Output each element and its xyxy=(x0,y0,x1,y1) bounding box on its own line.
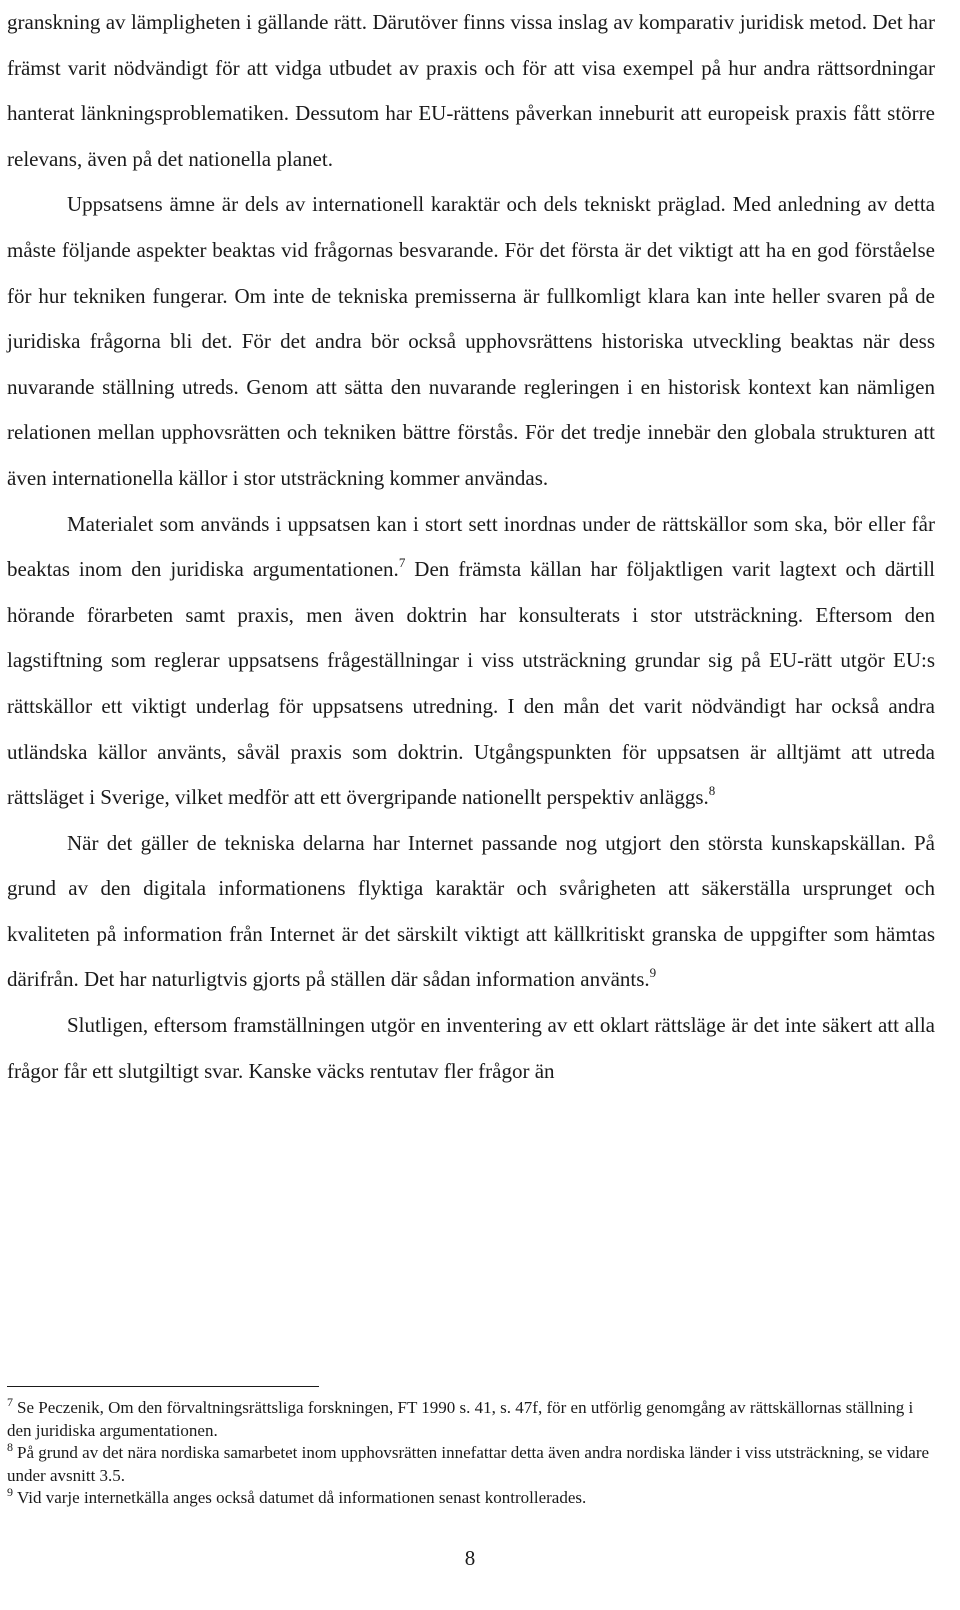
footnote xyxy=(7,1442,935,1487)
footnote xyxy=(7,1487,935,1510)
paragraph-text: Slutligen, eftersom framställningen utgör en inventering av ett oklart rättsläge är det inte säkert att alla frågor får ett slutgiltigt svar. Kanske väcks rentutav fler frågor än xyxy=(7,1013,935,1083)
footnote-reference[interactable]: 7 xyxy=(398,555,406,571)
paragraph-text: Den främsta källan har följaktligen varit lagtext och därtill hörande förarbeten samt praxis, men även doktrin har konsulterats i stor utsträckning. Eftersom den lagstiftning som reglerar uppsatsens frågeställningar i viss utsträckning grundar sig på EU-rätt utgör EU:s rättskällor ett viktigt underlag för uppsatsens utredning. I den mån det varit nödvändigt har också andra utländska källor använts, såväl praxis som doktrin. Utgångspunkten för uppsatsen är alltjämt att utreda rättsläget i Sverige, vilket medför att ett övergripande nationellt perspektiv anläggs. xyxy=(7,557,935,810)
paragraph-text: granskning av lämpligheten i gällande rätt. Därutöver finns vissa inslag av komparativ juridisk metod. Det har främst varit nödvändigt för att vidga utbudet av praxis och för att visa exempel på hur andra rättsordningar hanterat länkningsproblematiken. Dessutom har EU-rättens påverkan inneburit att europeisk praxis fått större relevans, även på det nationella planet. xyxy=(7,10,935,171)
footnote-reference[interactable]: 9 xyxy=(649,965,657,981)
page-number: 8 xyxy=(464,1546,476,1570)
paragraph xyxy=(7,0,935,182)
paragraph-text: När det gäller de tekniska delarna har Internet passande nog utgjort den största kunskapskällan. På grund av den digitala informationens flyktiga karaktär och svårigheten att säkerställa ursprunget och kvaliteten på information från Internet är det särskilt viktigt att källkritiskt granska de uppgifter som hämtas därifrån. Det har naturligtvis gjorts på ställen där sådan information använts. xyxy=(7,830,935,992)
paragraph xyxy=(7,502,935,821)
paragraph xyxy=(7,1003,935,1094)
paragraph xyxy=(7,821,935,1003)
footnote-number: 9 xyxy=(7,1485,13,1499)
footnote xyxy=(7,1397,935,1442)
page-content xyxy=(7,0,935,1094)
body-text xyxy=(7,0,935,1094)
footnote-number: 7 xyxy=(7,1395,13,1409)
footnote-text: Se Peczenik, Om den förvaltningsrättsliga forskningen, FT 1990 s. 41, s. 47f, för en utförlig genomgång av rättskällornas ställning i den juridiska argumentationen. xyxy=(7,1398,914,1440)
paragraph xyxy=(7,182,935,501)
paragraph-text: Uppsatsens ämne är dels av internationell karaktär och dels tekniskt präglad. Med anledning av detta måste följande aspekter beaktas vid frågornas besvarande. För det första är det viktigt att ha en god förståelse för hur tekniken fungerar. Om inte de tekniska premisserna är fullkomligt klara kan inte heller svaren på de juridiska frågorna bli det. För det andra bör också upphovsrättens historiska utveckling beaktas när dess nuvarande ställning utreds. Genom att sätta den nuvarande regleringen i en historisk kontext kan nämligen relationen mellan upphovsrätten och tekniken bättre förstås. För det tredje innebär den globala strukturen att även internationella källor i stor utsträckning kommer användas. xyxy=(7,192,935,490)
footnote-number: 8 xyxy=(7,1440,13,1454)
footnotes xyxy=(7,1397,935,1510)
footnote-text: Vid varje internetkälla anges också datumet då informationen senast kontrollerades. xyxy=(17,1488,587,1507)
footnote-reference[interactable]: 8 xyxy=(708,783,716,799)
paragraph-text: Materialet som används i uppsatsen kan i stort sett inordnas under de rättskällor som ska, bör eller får beaktas inom den juridiska argumentationen. xyxy=(7,511,935,582)
footnote-separator xyxy=(7,1386,319,1387)
footnote-text: På grund av det nära nordiska samarbetet inom upphovsrätten innefattar detta även andra nordiska länder i viss utsträckning, se vidare under avsnitt 3.5. xyxy=(7,1443,930,1485)
